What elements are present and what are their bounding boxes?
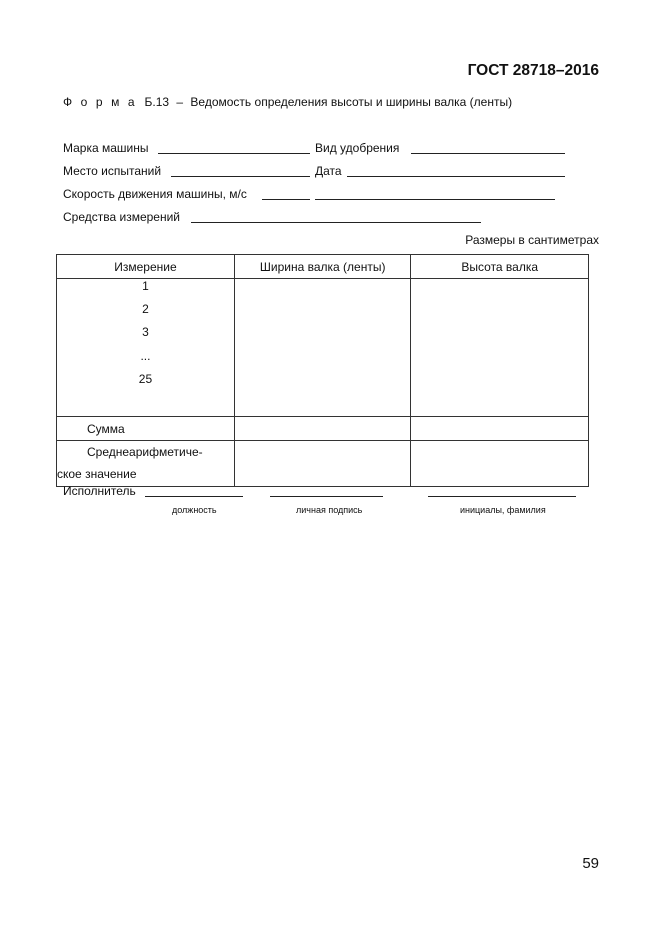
initials-caption: инициалы, фамилия: [460, 505, 546, 515]
speed-label: Скорость движения машины, м/с: [63, 187, 247, 201]
form-title: [63, 95, 512, 109]
measurement-number: 1: [142, 279, 149, 293]
sum-label: Сумма: [57, 417, 235, 441]
measurement-number: 25: [138, 371, 153, 386]
measurement-number: 3: [142, 325, 149, 340]
date-line: [347, 176, 565, 177]
measurement-table: [56, 254, 589, 487]
sum-height-cell[interactable]: [411, 417, 589, 441]
form-prefix: Ф о р м а: [63, 95, 138, 109]
width-values-cell[interactable]: [234, 279, 411, 417]
measurement-number: ...: [140, 348, 151, 363]
average-label-line2: ское значение: [57, 467, 137, 481]
sum-width-cell[interactable]: [234, 417, 411, 441]
personal-signature-caption: личная подпись: [296, 505, 363, 515]
average-label-line1: Среднеарифметиче-: [87, 445, 203, 459]
instruments-line: [191, 222, 481, 223]
test-site-line: [171, 176, 310, 177]
date-label: Дата: [315, 164, 342, 178]
header-height: Высота валка: [411, 255, 589, 279]
executor-label: Исполнитель: [63, 484, 136, 498]
table-row-average: [57, 441, 589, 487]
speed-line-2: [315, 199, 555, 200]
measurement-numbers-cell: [57, 279, 235, 417]
machine-brand-line: [158, 153, 310, 154]
fertilizer-type-line: [411, 153, 565, 154]
position-line: [145, 496, 243, 497]
initials-line: [428, 496, 576, 497]
instruments-label: Средства измерений: [63, 210, 181, 224]
average-height-cell[interactable]: [411, 441, 589, 487]
speed-line-1: [262, 199, 310, 200]
position-caption: должность: [172, 505, 217, 515]
machine-brand-label: Марка машины: [63, 141, 149, 155]
page-number: 59: [582, 855, 599, 872]
header-measurement: Измерение: [57, 255, 235, 279]
units-note: Размеры в сантиметрах: [465, 233, 599, 247]
form-title-text: Ведомость определения высоты и ширины валка (ленты): [190, 95, 513, 109]
form-number: Б.13: [144, 95, 170, 109]
table-row-sum: [57, 417, 589, 441]
standard-header: ГОСТ 28718–2016: [467, 62, 599, 79]
header-width: Ширина валка (ленты): [234, 255, 411, 279]
signature-line: [270, 496, 383, 497]
test-site-label: Место испытаний: [63, 164, 162, 178]
form-dash: –: [176, 95, 184, 109]
average-width-cell[interactable]: [234, 441, 411, 487]
table-header-row: [57, 255, 589, 279]
height-values-cell[interactable]: [411, 279, 589, 417]
fertilizer-type-label: Вид удобрения: [315, 141, 400, 155]
table-row-measurements: [57, 279, 589, 417]
measurement-number: 2: [142, 302, 149, 317]
average-label-cell: [57, 441, 235, 487]
